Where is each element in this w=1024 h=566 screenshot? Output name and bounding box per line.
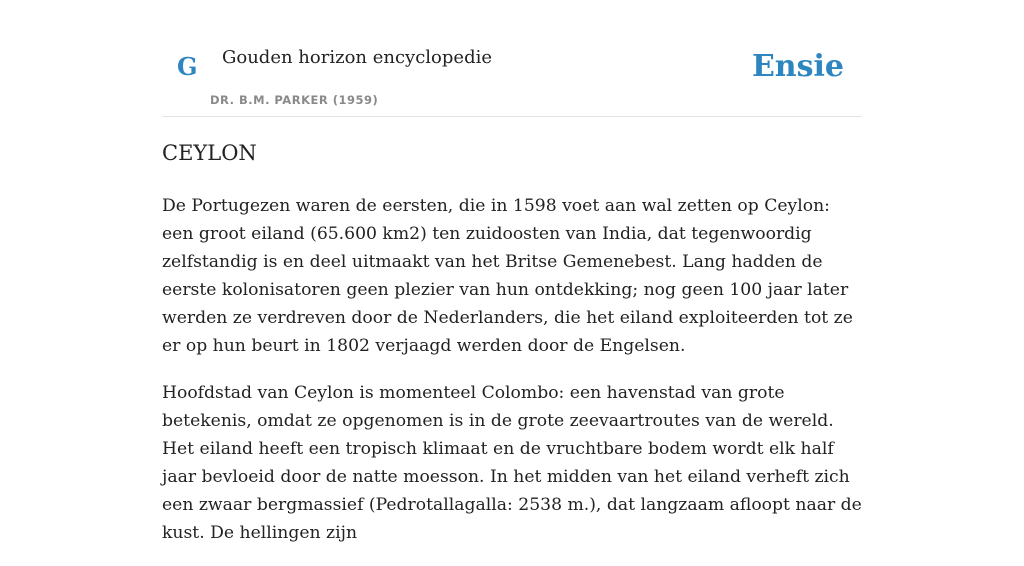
ensie-logo[interactable]: Ensie <box>751 49 844 84</box>
article-paragraph: De Portugezen waren de eersten, die in 1598 voet aan wal zetten op Ceylon: een groot eiland (65.600 km2) ten zuidoosten van India, dat tegenwoordig zelfstandig is en deel uitmaakt van het Britse Gemenebest. Lang hadden de eerste kolonisatoren geen plezier van hun ontdekking; nog geen 100 jaar later werden ze verdreven door de Nederlanders, die het eiland exploiteerden tot ze er op hun beurt in 1802 verjaagd werden door de Engelsen. <box>162 196 853 356</box>
article-title: CEYLON <box>162 141 257 165</box>
article-paragraph: Hoofdstad van Ceylon is momenteel Colombo: een havenstad van grote betekenis, omdat ze opgenomen is in de grote zeevaartroutes van de wereld. Het eiland heeft een tropisch klimaat en de vruchtbare bodem wordt elk half jaar bevloeid door de natte moesson. In het midden van het eiland verheft zich een zwaar bergmassief (Pedrotallagalla: 2538 m.), dat langzaam afloopt naar de kust. De hellingen zijn <box>162 383 862 543</box>
book-logo-icon[interactable]: G <box>177 52 198 81</box>
book-author: DR. B.M. PARKER (1959) <box>210 93 379 107</box>
article-body <box>162 192 862 566</box>
header <box>162 0 862 117</box>
book-title-link[interactable]: Gouden horizon encyclopedie <box>222 47 492 68</box>
